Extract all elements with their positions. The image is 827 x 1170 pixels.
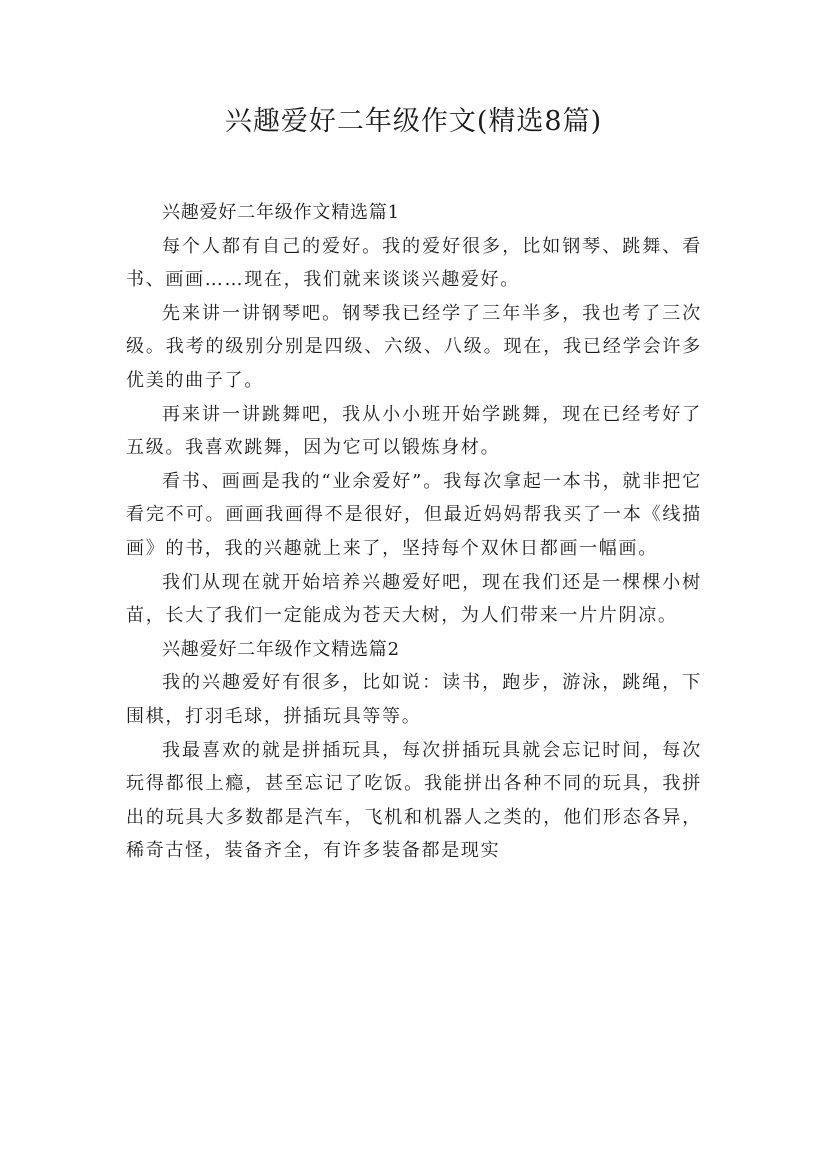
section-heading-2: 兴趣爱好二年级作文精选篇2 <box>162 638 400 660</box>
paragraph: 我的兴趣爱好有很多，比如说：读书，跑步，游泳，跳绳，下围棋，打羽毛球，拼插玩具等等。 <box>126 672 702 727</box>
paragraph: 看书、画画是我的“业余爱好”。我每次拿起一本书，就非把它看完不可。画画我画得不是很好，但最近妈妈帮我买了一本《线描画》的书，我的兴趣就上来了，坚持每个双休日都画一幅画。 <box>126 470 702 559</box>
section-heading-1: 兴趣爱好二年级作文精选篇1 <box>162 202 400 223</box>
paragraph: 我最喜欢的就是拼插玩具，每次拼插玩具就会忘记时间，每次玩得都很上瘾，甚至忘记了吃饭。我能拼出各种不同的玩具，我拼出的玩具大多数都是汽车，飞机和机器人之类的，他们形态各异，稀奇古怪，装备齐全，有许多装备都是现实 <box>126 739 702 862</box>
document-title: 兴趣爱好二年级作文(精选8篇) <box>224 106 603 137</box>
paragraph: 先来讲一讲钢琴吧。钢琴我已经学了三年半多，我也考了三次级。我考的级别分别是四级、六级、八级。现在，我已经学会许多优美的曲子了。 <box>126 302 702 391</box>
paragraph: 我们从现在就开始培养兴趣爱好吧，现在我们还是一棵棵小树苗，长大了我们一定能成为苍天大树，为人们带来一片片阴凉。 <box>126 571 702 627</box>
document-body <box>126 196 702 868</box>
paragraph: 再来讲一讲跳舞吧，我从小小班开始学跳舞，现在已经考好了五级。我喜欢跳舞，因为它可以锻炼身材。 <box>126 403 702 459</box>
paragraph: 每个人都有自己的爱好。我的爱好很多，比如钢琴、跳舞、看书、画画……现在，我们就来谈谈兴趣爱好。 <box>126 235 702 291</box>
